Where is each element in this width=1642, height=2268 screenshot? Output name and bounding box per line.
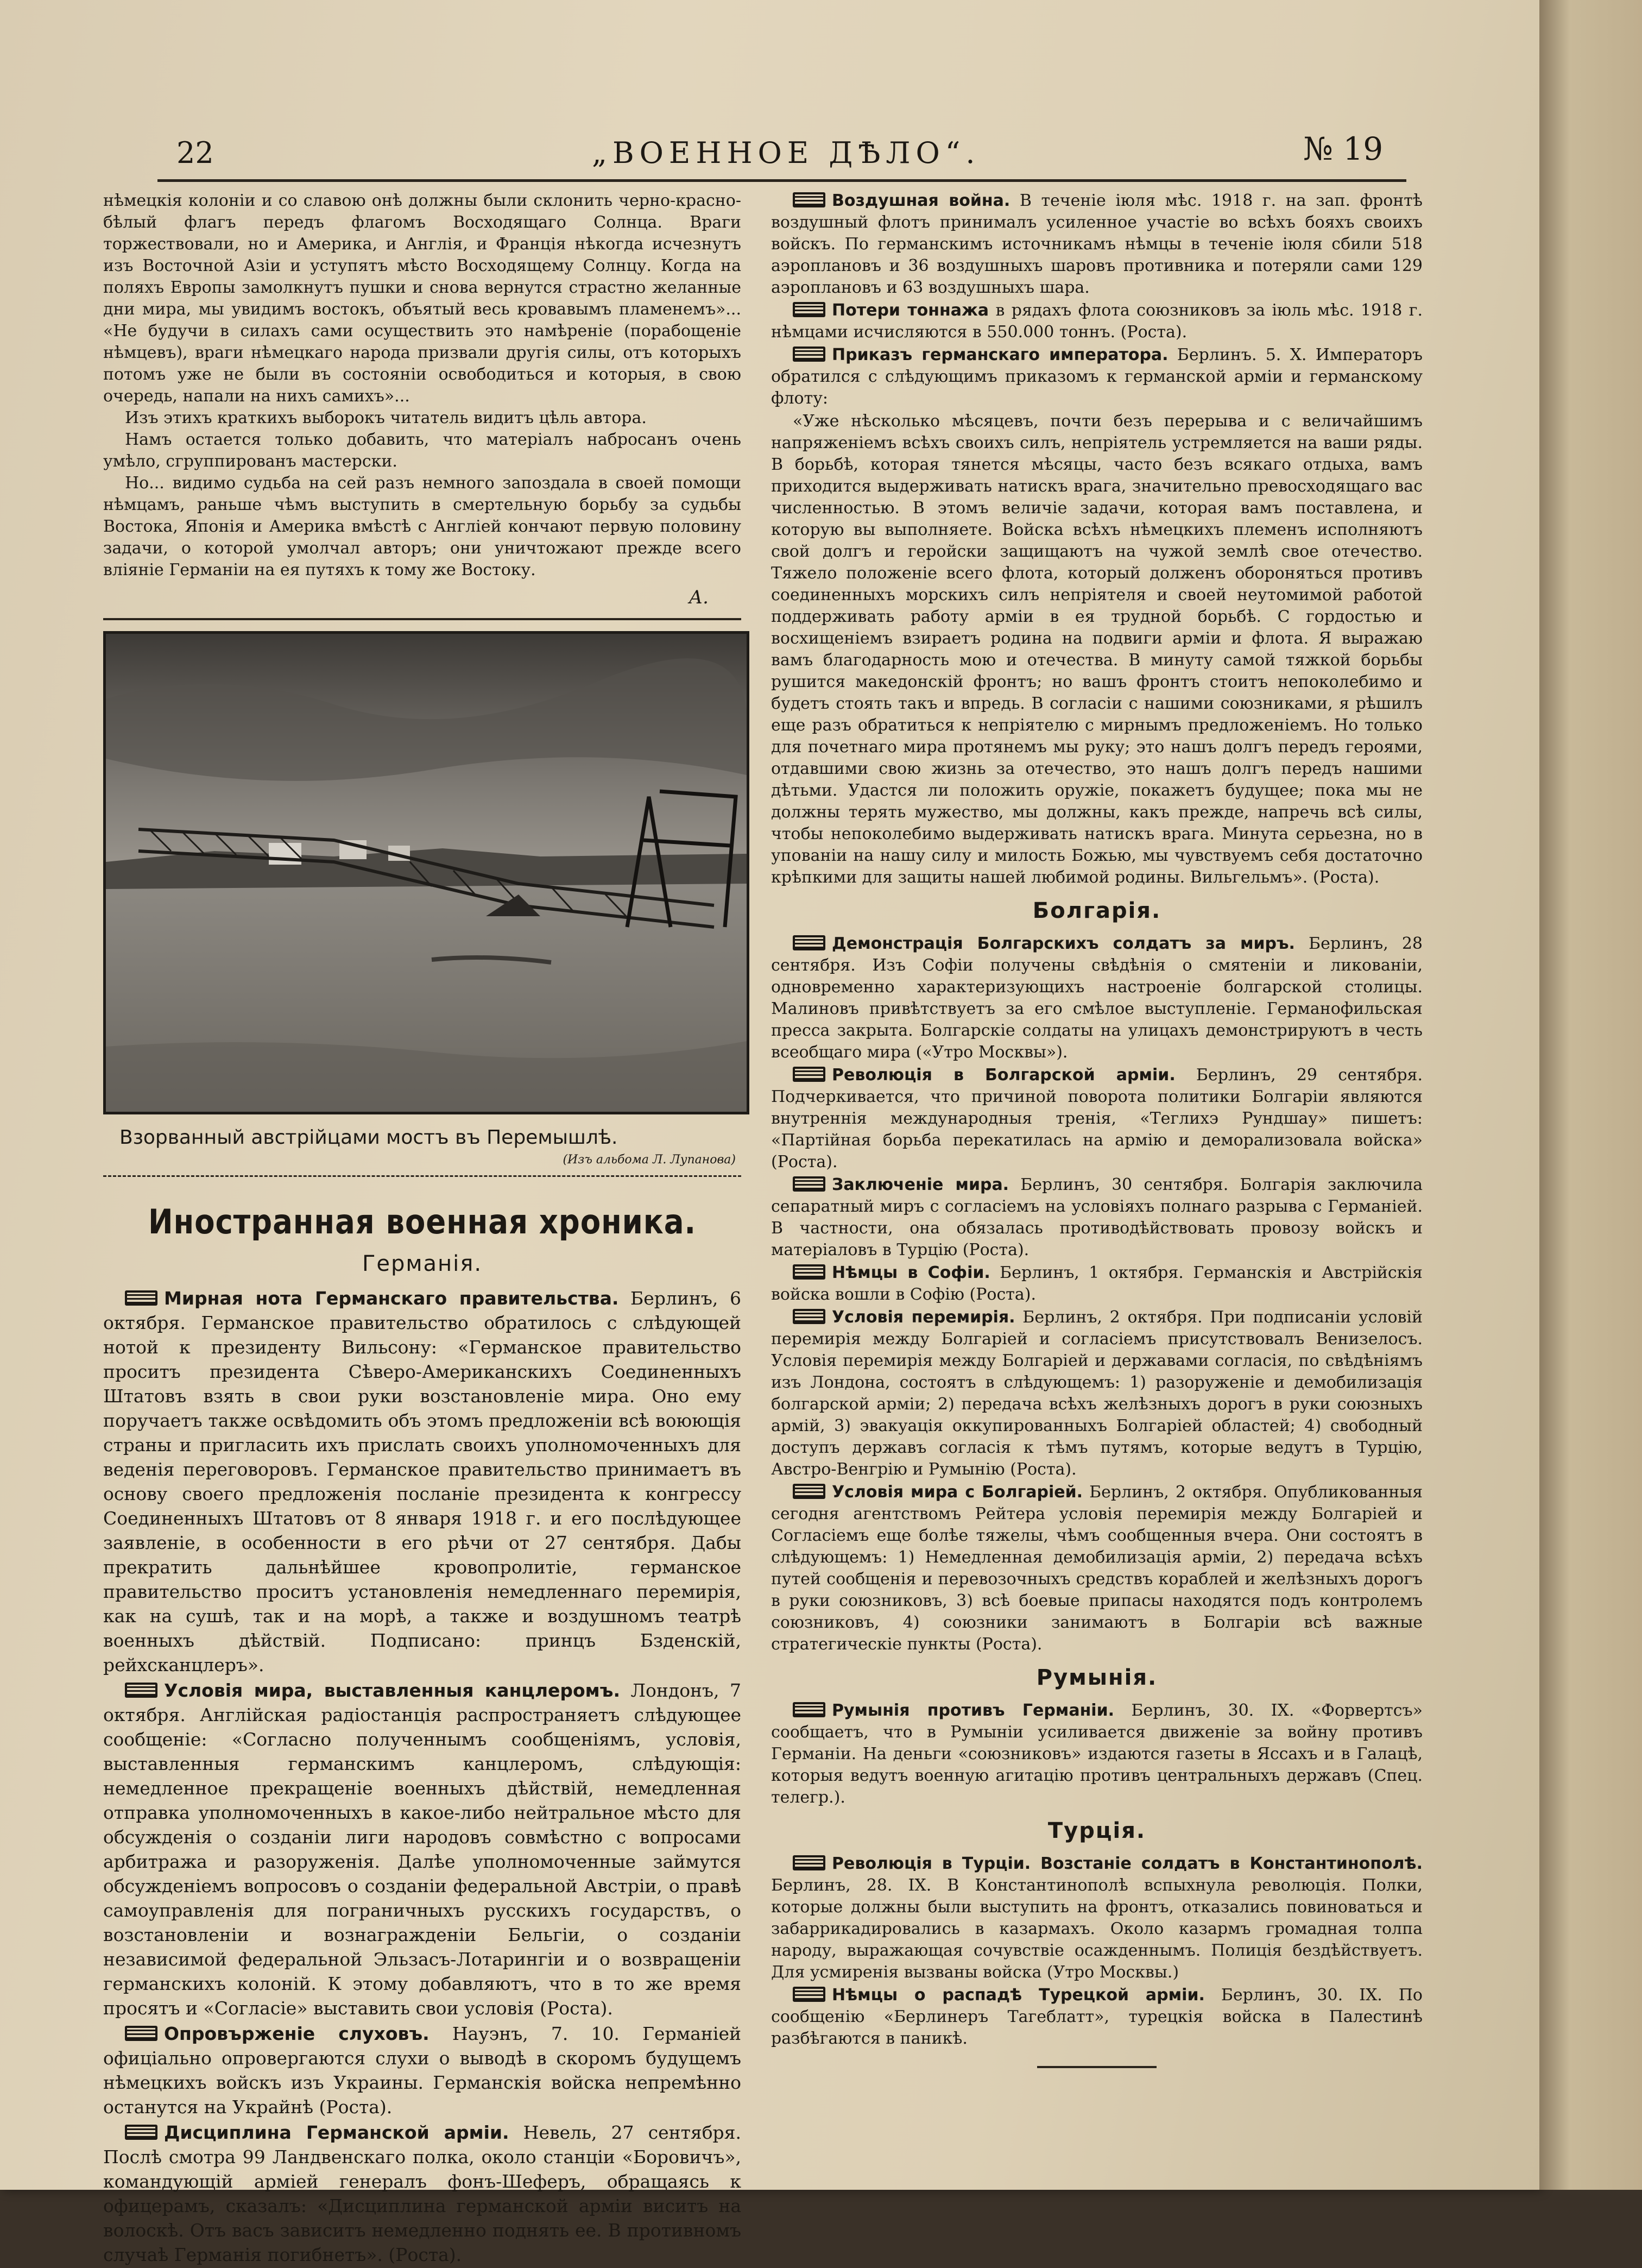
turkey-news-list: [771, 1853, 1423, 2050]
review-paragraph: Намъ остается только добавить, что матеріалъ набросанъ очень умѣло, сгруппированъ мастерски.: [103, 430, 741, 471]
bullet-marker-icon: [793, 1176, 825, 1192]
news-item: [771, 1984, 1423, 2050]
news-item: [771, 1307, 1423, 1480]
news-item: [103, 2021, 741, 2119]
bullet-marker-icon: [793, 1309, 825, 1324]
page-header: [163, 130, 1412, 185]
bullet-marker-icon: [793, 1484, 825, 1499]
next-page-edge: [1539, 0, 1642, 2190]
news-text: В теченіе іюля мѣс. 1918 г. на зап. фронтѣ воздушный флотъ принималъ усиленное участіе во всѣхъ бояхъ своихъ войскъ. По германскимъ источникамъ нѣмцы в теченіе іюля сбили 518 аэроплановъ и 36 воздушныхъ шаровъ противника и потеряли сами 129 аэроплановъ и 63 воздушныхъ шара.: [771, 191, 1423, 297]
bullet-marker-icon: [793, 346, 825, 362]
news-headline: Потери тоннажа: [832, 301, 989, 320]
news-item: [103, 2120, 741, 2267]
news-headline: Воздушная война.: [832, 191, 1011, 210]
news-text: Берлинъ, 2 октября. При подписаніи условій перемирія между Болгаріей и согласіемъ присутствовалъ Венизелосъ. Условія перемирія между Болгаріей и державами согласія, по свѣдѣніямъ изъ Лондона, состоятъ в слѣдующемъ: 1) разоруженіе и демобилизація болгарской арміи; 2) передача всѣхъ желѣзныхъ дорогъ в руки союзныхъ армій, 3) эвакуація оккупированныхъ Болгаріей областей; 4) свободный доступъ державъ согласія к тѣмъ путямъ, которые ведутъ в Турцію, Австро-Венгрію и Румынію (Роста).: [771, 1308, 1423, 1479]
romania-news-list: [771, 1700, 1423, 1809]
journal-title: „ВОЕННОЕ ДѢЛО“.: [592, 136, 981, 170]
bullet-marker-icon: [793, 1855, 825, 1870]
page-number: 22: [176, 136, 214, 170]
news-item: [771, 1174, 1423, 1261]
news-item: [103, 1678, 741, 2020]
review-paragraph: нѣмецкія колоніи и со славою онѣ должны были склонить черно-красно-бѣлый флагъ передъ флагомъ Восходящаго Солнца. Враги торжествовали, но и Америка, и Англія, и Франція нѣкогда исчезнутъ изъ Восточной Азіи и уступятъ мѣсто Восходящему Солнцу. Когда на поляхъ Европы замолкнутъ пушки и снова вернутся страстно желанные дни мира, мы увидимъ востокъ, объятый весь кровавымъ пламенемъ»... «Не будучи в силахъ сами осуществить это намѣреніе (порабощеніе нѣмцевъ), враги нѣмецкаго народа призвали другія силы, отъ которыхъ потомъ уже не были въ состояніи освободиться и которыя, в свою очередь, напали на нихъ самихъ»...: [103, 191, 741, 406]
issue-number: № 19: [1303, 130, 1384, 167]
news-item: [771, 1853, 1423, 1983]
bridge-photo: [103, 631, 749, 1114]
news-headline: Приказъ германскаго императора.: [832, 345, 1169, 364]
news-text: Берлинъ, 30 сентября. Болгарія заключила сепаратный миръ с согласіемъ на условіяхъ полнаго разрыва с Германіей. В частности, она обязалась противодѣйствовать провозу войскъ и матеріаловъ в Турцію (Роста).: [771, 1175, 1423, 1259]
bridge-photo-image: [106, 634, 747, 1112]
news-text: Науэнъ, 7. 10. Германіей офиціально опровергаются слухи о выводѣ в скоромъ будущемъ нѣмецкихъ войскъ изъ Украины. Германскія войска непремѣнно останутся на Украйнѣ (Роста).: [103, 2023, 741, 2118]
news-text: Невель, 27 сентября. Послѣ смотра 99 Ландвенскаго полка, около станціи «Боровичъ», командующій арміей генералъ фонъ-Шеферъ, обращаясь к офицерамъ, сказалъ: «Дисциплина германской арміи виситъ на волоскѣ. Отъ васъ зависитъ немедленно поднять ее. В противномъ случаѣ Германія погибнетъ». (Роста).: [103, 2122, 741, 2265]
news-headline: Дисциплина Германской арміи.: [164, 2122, 509, 2143]
news-text: Берлинъ, 28 сентября. Изъ Софіи получены свѣдѣнія о смятеніи и ликованіи, одновременно характеризующихъ настроеніе болгарской столицы. Малиновъ привѣтствуетъ за его смѣлое выступленіе. Германофильская пресса закрыта. Болгарскіе солдаты на улицахъ демонстрируютъ в честь всеобщаго мира («Утро Москвы»).: [771, 934, 1423, 1062]
bullet-marker-icon: [125, 2026, 157, 2041]
news-item: [771, 933, 1423, 1063]
news-item: [771, 1700, 1423, 1809]
country-heading-romania: Румынія.: [1036, 1665, 1158, 1690]
author-signature: А.: [689, 587, 709, 608]
country-heading-germany: Германія.: [362, 1251, 483, 1276]
news-text: Берлинъ, 2 октября. Опубликованныя сегодня агентствомъ Рейтера условія перемирія между Болгаріей и Согласіемъ еще болѣе тяжелы, чѣмъ сообщенныя вчера. Они состоятъ в слѣдующемъ: 1) Немедленная демобилизація арміи, 2) передача всѣхъ путей сообщенія и перевозочныхъ средствъ кораблей и желѣзныхъ дорогъ в руки союзниковъ, 3) всѣ боевые припасы находятся подъ контролемъ союзниковъ, 4) союзники занимаютъ в Болгаріи всѣ важные стратегическіе пункты (Роста).: [771, 1483, 1423, 1654]
news-headline: Опровърженіе слуховъ.: [164, 2023, 430, 2044]
news-headline: Революція в Болгарской арміи.: [832, 1066, 1176, 1085]
review-paragraph: Но... видимо судьба на сей разъ немного запоздала в своей помощи нѣмцамъ, раньше чѣмъ выступить в смертельную борьбу за судьбы Востока, Японія и Америка вмѣстѣ с Англіей кончают первую половину задачи, о которой умолчал авторъ; они уничтожают прежде всего вліяніе Германіи на ея путяхъ к тому же Востоку.: [103, 474, 741, 579]
news-headline: Румынія противъ Германіи.: [832, 1701, 1114, 1720]
bullet-marker-icon: [125, 2125, 157, 2140]
news-item: [771, 344, 1423, 410]
news-item: [771, 300, 1423, 343]
news-item: [771, 1262, 1423, 1306]
left-column: [103, 190, 741, 2268]
bulgaria-news-list: [771, 933, 1423, 1655]
photo-caption: Взорванный австрійцами мостъ въ Перемышлѣ.: [119, 1126, 618, 1149]
news-text: Берлинъ, 6 октября. Германское правительство обратилось с слѣдующей нотой к президенту Вильсону: «Германское правительство проситъ президента Сѣверо-Американскихъ Соединенныхъ Штатовъ взять в свои руки возстановленіе мира. Оно ему поручаетъ также освѣдомить объ этомъ предложеніи всѣ воюющія страны и пригласить ихъ прислать своихъ уполномоченныхъ для веденія переговоровъ. Германское правительство принимаетъ въ основу своего предложенія посланіе президента к конгрессу Соединенныхъ Штатовъ от 8 января 1918 г. и его послѣдующее заявленіе, в особенности в его рѣчи от 27 сентября. Дабы прекратить дальнѣйшее кровопролитіе, германское правительство проситъ установленія немедленнаго перемирія, как на сушѣ, так и на морѣ, а также и воздушномъ театрѣ военныхъ дѣйствій. Подписано: принцъ Бзденскій, рейхсканцлеръ».: [103, 1288, 741, 1675]
bullet-marker-icon: [793, 1264, 825, 1280]
news-text: Берлинъ, 29 сентября. Подчеркивается, что причиной поворота политики Болгаріи являются внутреннія международныя тренія, «Теглихэ Рундшау» пишетъ: «Партійная борьба перекатилась на армію и деморализовала войска» (Роста).: [771, 1066, 1423, 1171]
news-text: Берлинъ, 30. IX. «Форвертсъ» сообщаетъ, что в Румыніи усиливается движеніе за войну противъ Германіи. На деньги «союзниковъ» издаются газеты в Яссахъ и в Галацѣ, которыя ведутъ военную агитацію противъ центральныхъ державъ (Спец. телегр.).: [771, 1701, 1423, 1807]
news-headline: Нѣмцы о распадѣ Турецкой арміи.: [832, 1986, 1205, 2005]
divider: [103, 1175, 741, 1180]
news-item: [103, 1286, 741, 1677]
review-paragraph: Изъ этихъ краткихъ выборокъ читатель видитъ цѣль автора.: [125, 408, 647, 427]
bullet-marker-icon: [793, 1067, 825, 1082]
news-item: [771, 1064, 1423, 1173]
header-rule: [157, 179, 1406, 182]
bullet-marker-icon: [793, 1987, 825, 2002]
bullet-marker-icon: [125, 1683, 157, 1698]
section-title: Иностранная военная хроника.: [148, 1202, 697, 1242]
general-news: [771, 190, 1423, 889]
news-headline: Заключеніе мира.: [832, 1175, 1009, 1194]
news-headline: Демонстрація Болгарскихъ солдатъ за миръ.: [832, 934, 1295, 953]
news-headline: Мирная нота Германскаго правительства.: [164, 1288, 619, 1309]
bullet-marker-icon: [793, 1702, 825, 1717]
news-text: Берлинъ, 30. IX. По сообщенію «Берлинеръ Тагеблатт», турецкія войска в Палестинѣ разбѣгаются в паникѣ.: [771, 1986, 1423, 2048]
bullet-marker-icon: [793, 935, 825, 950]
bullet-marker-icon: [793, 302, 825, 317]
photo-credit: (Изъ альбома Л. Лупанова): [563, 1153, 736, 1167]
news-headline: Революція в Турціи. Возстаніе солдатъ в Константинополѣ.: [832, 1854, 1423, 1873]
news-headline: Условія мира с Болгаріей.: [832, 1483, 1083, 1502]
news-item: [771, 190, 1423, 299]
news-headline: Нѣмцы в Софіи.: [832, 1263, 990, 1282]
divider: [103, 618, 741, 620]
news-text: Берлинъ, 1 октября. Германскія и Австрійскія войска вошли в Софію (Роста).: [771, 1263, 1423, 1304]
news-item: [771, 1482, 1423, 1655]
end-rule: [1037, 2066, 1157, 2068]
news-text: Лондонъ, 7 октября. Англійская радіостанція распространяетъ слѣдующее сообщеніе: «Согласно полученнымъ сообщеніямъ, условія, выставленныя германскимъ канцлеромъ, слѣдующія: немедленное прекращеніе военныхъ дѣйствій, немедленная отправка уполномоченныхъ в какое-либо нейтральное мѣсто для обсужденія о созданіи лиги народовъ совмѣстно с вопросами арбитража и разоруженія. Далѣе уполномоченные займутся обсужденіемъ вопросовъ о созданіи федеральной Австріи, о правѣ самоуправленія для пограничныхъ русскихъ государствъ, о возстановленіи и вознагражденіи Бельгіи, о созданіи независимой федеральной Эльзасъ-Лотарингіи и о возвращеніи германскихъ колоній. К этому добавляютъ, что в то же время просятъ и «Согласіе» выставить свои условія (Роста).: [103, 1680, 742, 2019]
review-continuation: [103, 190, 741, 608]
news-headline: Условія мира, выставленныя канцлеромъ.: [164, 1680, 620, 1701]
news-text: в рядахъ флота союзниковъ за іюль мѣс. 1918 г. нѣмцами исчисляются в 550.000 тоннъ. (Роста).: [771, 301, 1423, 342]
bullet-marker-icon: [125, 1290, 157, 1306]
news-text: Берлинъ, 28. IX. В Константинополѣ вспыхнула революція. Полки, которые должны были выступить на фронтъ, отказались повиноваться и забаррикадировались в казармахъ. Около казармъ громадная толпа народу, выражающая сочувствіе осажденнымъ. Полиція бездѣйствуетъ. Для усмиренія вызваны войска (Утро Москвы.): [771, 1876, 1423, 1982]
news-headline: Условія перемирія.: [832, 1308, 1015, 1327]
news-text: Берлинъ. 5. X. Императоръ обратился с слѣдующимъ приказомъ к германской арміи и германскому флоту:: [771, 345, 1423, 408]
right-column: [771, 190, 1423, 2068]
country-heading-turkey: Турція.: [1047, 1818, 1146, 1843]
bullet-marker-icon: [793, 192, 825, 207]
country-heading-bulgaria: Болгарія.: [1032, 898, 1161, 923]
kaiser-order-text: «Уже нѣсколько мѣсяцевъ, почти безъ перерыва и с величайшимъ напряженіемъ всѣхъ своихъ силъ, непріятель устремляется на ваши ряды. В борьбѣ, которая тянется мѣсяцы, часто безъ всякаго отдыха, вамъ приходится выдерживать натискъ врага, значительно превосходящаго вас численностью. В этомъ величіе задачи, которая вамъ поставлена, и которую вы выполняете. Войска всѣхъ нѣмецкихъ племенъ исполняютъ свой долгъ и геройски защищаютъ на чужой землѣ свое отечество. Тяжело положеніе всего флота, который долженъ обороняться противъ соединенныхъ морскихъ силъ непріятеля и своей неутомимой работой поддерживать работу арміи в ея трудной борьбѣ. С гордостью и восхищеніемъ взираетъ родина на подвиги арміи и флота. Я выражаю вамъ благодарность мою и отечества. В минуту самой тяжкой борьбы рушится македонскій фронтъ; но вашъ фронтъ стоитъ непоколебимо и будетъ стоять такъ и впредь. В согласіи с нашими союзниками, я рѣшилъ еще разъ обратиться к непріятелю с мирнымъ предложеніемъ. Но только для почетнаго мира протянемъ мы руку; это нашъ долгъ передъ героями, отдавшими свою жизнь за отечество, это нашъ долгъ передъ нашими дѣтьми. Удастся ли положить оружіе, покажетъ будущее; пока мы не должны терять мужество, мы должны, какъ прежде, напречь всѣ силы, чтобы непоколебимо выдерживать натискъ врага. Минута серьезна, но в упованіи на нашу силу и милость Божью, мы чувствуемъ себя достаточно крѣпкими для защиты нашей любимой родины. Вильгельмъ». (Роста).: [771, 412, 1423, 887]
germany-news-list: [103, 1286, 741, 2267]
